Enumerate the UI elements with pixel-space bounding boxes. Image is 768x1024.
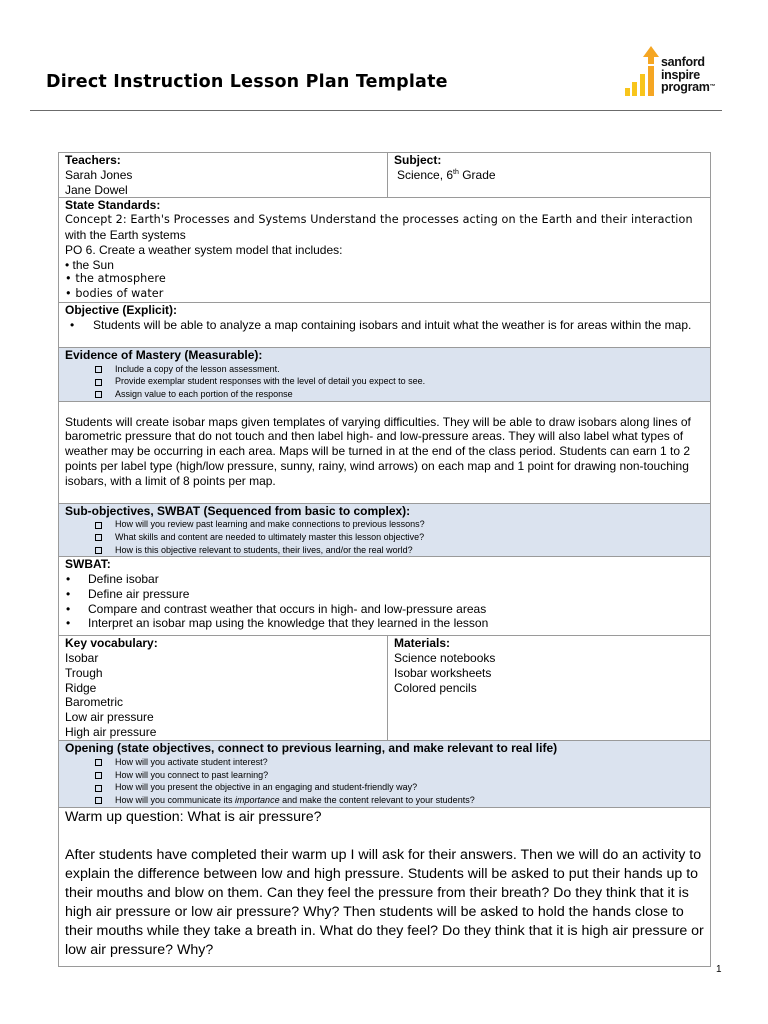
evidence-header-cell — [59, 347, 711, 401]
evidence-label: Evidence of Mastery (Measurable): — [65, 347, 263, 362]
lesson-plan-table — [58, 152, 711, 967]
standards-item: • the atmosphere — [65, 272, 166, 286]
vocab-item: Low air pressure — [65, 710, 154, 725]
subobjectives-header-row — [59, 503, 711, 557]
warmup-question: Warm up question: What is air pressure? — [65, 809, 322, 826]
subobjectives-prompt: How is this objective relevant to students, their lives, and/or the real world? — [95, 544, 704, 557]
vocab-item: High air pressure — [65, 724, 157, 739]
evidence-prompt: Assign value to each portion of the response — [95, 388, 704, 401]
opening-body-cell — [59, 808, 711, 967]
objective-label: Objective (Explicit): — [65, 302, 178, 317]
standards-concept: Concept 2: Earth's Processes and Systems Understand the processes acting on the Earth and their interaction — [65, 213, 693, 227]
subobjectives-prompt: How will you review past learning and make connections to previous lessons? — [95, 518, 704, 531]
opening-prompt: How will you activate student interest? — [95, 756, 704, 769]
vocabulary-label: Key vocabulary: — [65, 636, 158, 651]
objective-cell — [59, 302, 711, 347]
opening-prompts — [65, 756, 704, 806]
swbat-item: • Define isobar — [65, 572, 704, 587]
evidence-prompt: Provide exemplar student responses with the level of detail you expect to see. — [95, 375, 704, 388]
page-number: 1 — [716, 964, 722, 975]
swbat-item: • Compare and contrast weather that occurs in high- and low-pressure areas — [65, 602, 704, 617]
vocab-item: Barometric — [65, 695, 124, 710]
standards-label: State Standards: — [65, 198, 161, 213]
objective-text: • Students will be able to analyze a map containing isobars and intuit what the weather is for areas within the map. — [65, 318, 704, 333]
opening-body-row — [59, 808, 711, 967]
subject-cell — [388, 153, 711, 198]
vocab-item: Isobar — [65, 650, 99, 665]
logo-line-1: sanford — [661, 55, 705, 69]
teachers-cell — [59, 153, 388, 198]
swbat-cell — [59, 557, 711, 636]
sanford-inspire-logo — [624, 44, 728, 98]
teacher-name: Jane Dowel — [65, 182, 128, 197]
material-item: Science notebooks — [394, 650, 496, 665]
opening-text: After students have completed their warm up I will ask for their answers. Then we will do an activity to explain the difference between low and high pressure. Students will be asked to put their hands up to their mouths and blow on them. Can they feel the pressure from their breath? Do they think that it is high air pressure or low air pressure? Why? Then students will be asked to hold the hands close to their mouths while they take a breath in. What do they feel? Do they think that it is high air pressure or low air pressure? Why? — [65, 847, 704, 959]
logo-bars-icon — [624, 44, 664, 98]
swbat-item: • Define air pressure — [65, 587, 704, 602]
opening-prompt: How will you connect to past learning? — [95, 769, 704, 782]
objective-list — [65, 318, 704, 333]
subject-label: Subject: — [394, 153, 442, 167]
logo-trademark: ™ — [709, 84, 716, 90]
swbat-row — [59, 557, 711, 636]
swbat-item: • Interpret an isobar map using the knowledge that they learned in the lesson — [65, 616, 704, 631]
opening-prompt: How will you communicate its importance and make the content relevant to your students? — [95, 794, 704, 807]
teacher-name: Sarah Jones — [65, 167, 133, 182]
state-standards-cell — [59, 198, 711, 303]
teachers-subject-row — [59, 153, 711, 198]
evidence-header-row — [59, 347, 711, 401]
vocab-item: Ridge — [65, 680, 97, 695]
subject-value: Science, 6th Grade — [397, 167, 496, 182]
material-item: Colored pencils — [394, 680, 477, 695]
materials-label: Materials: — [394, 636, 451, 651]
page-title: Direct Instruction Lesson Plan Template — [46, 72, 448, 92]
standards-item: • bodies of water — [65, 287, 164, 301]
evidence-prompt: Include a copy of the lesson assessment. — [95, 363, 704, 376]
vocab-materials-row — [59, 636, 711, 741]
opening-header-row — [59, 741, 711, 808]
logo-line-3: program — [661, 80, 710, 94]
subobjectives-prompt: What skills and content are needed to ultimately master this lesson objective? — [95, 531, 704, 544]
standards-concept-cont: with the Earth systems — [65, 227, 186, 242]
objective-row — [59, 302, 711, 347]
opening-label: Opening (state objectives, connect to previous learning, and make relevant to real life) — [65, 741, 558, 756]
material-item: Isobar worksheets — [394, 665, 492, 680]
header-divider — [30, 110, 722, 111]
evidence-body-row — [59, 401, 711, 503]
evidence-prompts — [65, 363, 704, 401]
standards-item: • the Sun — [65, 257, 114, 272]
teachers-label: Teachers: — [65, 153, 121, 167]
vocabulary-cell — [59, 636, 388, 741]
opening-prompt: How will you present the objective in an engaging and student-friendly way? — [95, 781, 704, 794]
vocab-item: Trough — [65, 665, 103, 680]
materials-cell — [388, 636, 711, 741]
opening-header-cell — [59, 741, 711, 808]
evidence-text: Students will create isobar maps given templates of varying difficulties. They will be able to draw isobars along lines of barometric pressure that do not touch and then label high- and low-pressure areas. They will also label what types of weather may be occurring in each area. Maps will be turned in at the end of the class period. Students can earn 1 to 2 points per label type (high/low pressure, sunny, rainy, wind arrows) on each map and 1 point for drawing non-touching isobars, with a limit of 8 points per map. — [65, 414, 691, 488]
swbat-list — [65, 572, 704, 631]
subobjectives-header-cell — [59, 503, 711, 557]
subobjectives-prompts — [65, 518, 704, 556]
state-standards-row — [59, 198, 711, 303]
evidence-body-cell — [59, 401, 711, 503]
swbat-label: SWBAT: — [65, 557, 111, 572]
standards-po: PO 6. Create a weather system model that includes: — [65, 242, 343, 257]
subobjectives-label: Sub-objectives, SWBAT (Sequenced from basic to complex): — [65, 503, 411, 518]
logo-text — [661, 56, 715, 94]
logo-line-2: inspire — [661, 67, 700, 82]
